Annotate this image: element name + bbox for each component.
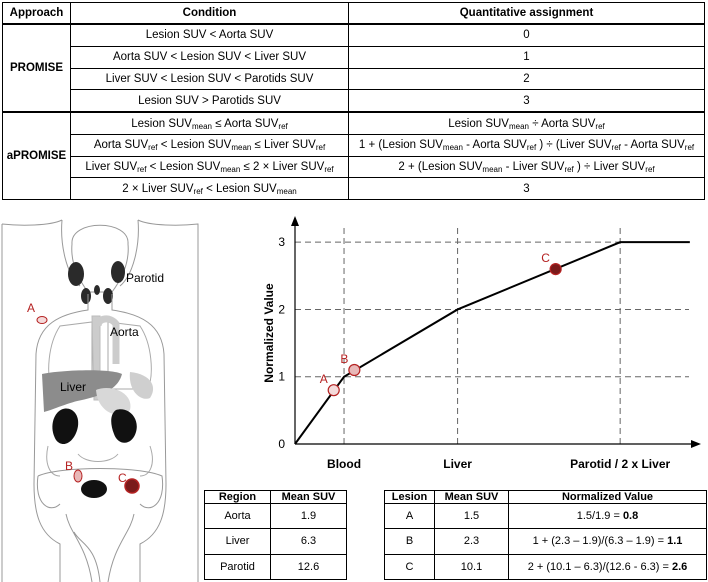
assignment-cell: 1 [349, 46, 705, 68]
condition-cell: Lesion SUV < Aorta SUV [71, 24, 349, 46]
lesion-suv-cell: 10.1 [435, 554, 509, 579]
lesion-normalized-cell [509, 554, 707, 579]
lesion-b-label: B [65, 459, 74, 473]
condition-cell: Liver $SUV_{ref}$ < Lesion $SUV_{mean} \le 2$ × Liver $SUV_{ref}$ [71, 156, 349, 178]
region-suv-table [204, 490, 347, 580]
kidney-left-icon [52, 408, 78, 444]
x-axis-arrow [691, 440, 701, 448]
apromise-row [3, 112, 705, 134]
normalized-result: 2.6 [672, 560, 688, 573]
x-tick-label: Blood [327, 457, 362, 471]
y-tick-label: 2 [278, 302, 285, 317]
formula-text: 1.5/1.9 = [576, 510, 623, 523]
x-tick-label: Parotid / 2 x Liver [570, 457, 671, 471]
normalization-chart [255, 212, 705, 480]
y-tick-label: 1 [278, 369, 285, 384]
formula-text: 2 + (10.1 – 6.3)/(12.6 - 6.3) = [527, 560, 672, 573]
condition-cell: Lesion SUV > Parotids SUV [71, 90, 349, 112]
label-aorta: Aorta [110, 325, 139, 339]
lesion-a-label: A [27, 301, 36, 315]
label-parotid: Parotid [126, 271, 165, 285]
condition-cell: 2 × Liver $SUV_{ref}$ < Lesion $SUV_{mean}$ [71, 178, 349, 200]
apromise-approach-label: aPROMISE [3, 112, 71, 199]
apromise-row [3, 178, 705, 200]
parotid-left-icon [68, 262, 84, 286]
lesion-value-table [384, 490, 707, 580]
assignment-cell: 2 + (Lesion $SUV_{mean}$ - Liver $SUV_{ref}$ ) ÷ Liver $SUV_{ref}$ [349, 156, 705, 178]
lesion-point-label: C [541, 251, 550, 266]
lesion-point-c [550, 264, 561, 275]
lesion-b-marker [74, 470, 82, 482]
lesion-normalized-cell [509, 504, 707, 529]
lesion-point-a [328, 385, 339, 396]
region-mean-suv-header: Mean SUV [271, 491, 347, 504]
apromise-row [3, 135, 705, 157]
region-suv-cell: 12.6 [271, 554, 347, 579]
lesion-point-label: B [340, 352, 349, 366]
promise-row [3, 90, 705, 112]
promise-row [3, 68, 705, 90]
assignment-cell: 3 [349, 90, 705, 112]
assignment-cell: 1 + (Lesion $SUV_{mean}$ - Aorta $SUV_{ref}$ ) ÷ (Liver $SUV_{ref}$ - Aorta $SUV_{ref}$ [349, 135, 705, 157]
y-axis-label: Normalized Value [262, 283, 276, 383]
lesion-row [385, 529, 707, 554]
lesion-row [385, 554, 707, 579]
lesion-mean-suv-header: Mean SUV [435, 491, 509, 504]
formula-text: 1 + (2.3 – 1.9)/(6.3 – 1.9) = [532, 535, 668, 548]
body-diagram [0, 214, 200, 582]
lesion-id-cell: B [385, 529, 435, 554]
region-name-cell: Liver [205, 529, 271, 554]
lesion-header: Lesion [385, 491, 435, 504]
label-liver: Liver [60, 380, 87, 394]
normalized-result: 0.8 [622, 510, 639, 523]
region-suv-cell: 1.9 [271, 504, 347, 529]
lesion-c-label: C [118, 471, 127, 485]
lesion-point-b [349, 365, 360, 376]
region-name-cell: Aorta [205, 504, 271, 529]
scoring-table-header [3, 3, 705, 25]
spleen-icon [130, 372, 153, 399]
parotid-right-icon [111, 261, 125, 283]
region-name-cell: Parotid [205, 554, 271, 579]
legs-outline [66, 514, 134, 582]
lesion-normalized-header: Normalized Value [509, 491, 707, 504]
lesion-suv-cell: 1.5 [435, 504, 509, 529]
normalization-curve [295, 242, 690, 444]
sublingual-icon [94, 285, 100, 295]
normalized-result: 1.1 [667, 535, 683, 548]
region-row [205, 504, 347, 529]
assignment-cell: Lesion $SUV_{mean}$ ÷ Aorta $SUV_{ref}$ [349, 112, 705, 134]
condition-cell: Aorta $SUV_{ref}$ < Lesion $SUV_{mean}$ ≤ Liver $SUV_{ref}$ [71, 135, 349, 157]
apromise-row [3, 156, 705, 178]
x-tick-label: Liver [443, 457, 472, 471]
kidney-right-icon [111, 409, 137, 443]
lesion-normalized-cell [509, 529, 707, 554]
lesion-a-marker [37, 317, 47, 324]
header-approach: Approach [3, 3, 71, 25]
condition-cell: Liver SUV < Lesion SUV < Parotids SUV [71, 68, 349, 90]
bladder-icon [81, 480, 107, 498]
lesion-id-cell: C [385, 554, 435, 579]
assignment-cell: 0 [349, 24, 705, 46]
y-tick-label: 0 [278, 437, 285, 451]
region-header: Region [205, 491, 271, 504]
region-row [205, 554, 347, 579]
assignment-cell: 3 [349, 178, 705, 200]
region-suv-cell: 6.3 [271, 529, 347, 554]
promise-row [3, 24, 705, 46]
region-row [205, 529, 347, 554]
lesion-id-cell: A [385, 504, 435, 529]
y-axis-arrow [291, 216, 299, 226]
lesion-suv-cell: 2.3 [435, 529, 509, 554]
promise-row [3, 46, 705, 68]
lesion-row [385, 504, 707, 529]
lesion-point-label: A [319, 372, 328, 387]
y-tick-label: 3 [278, 235, 285, 250]
scoring-table [2, 2, 705, 200]
condition-cell: Aorta SUV < Lesion SUV < Liver SUV [71, 46, 349, 68]
condition-cell: Lesion $SUV_{mean}$ ≤ Aorta $SUV_{ref}$ [71, 112, 349, 134]
intestines-outline [47, 446, 153, 476]
header-condition: Condition [71, 3, 349, 25]
assignment-cell: 2 [349, 68, 705, 90]
header-assignment: Quantitative assignment [349, 3, 705, 25]
promise-approach-label: PROMISE [3, 24, 71, 112]
submandibular-left-icon [81, 288, 91, 304]
lesion-c-marker [125, 479, 139, 493]
